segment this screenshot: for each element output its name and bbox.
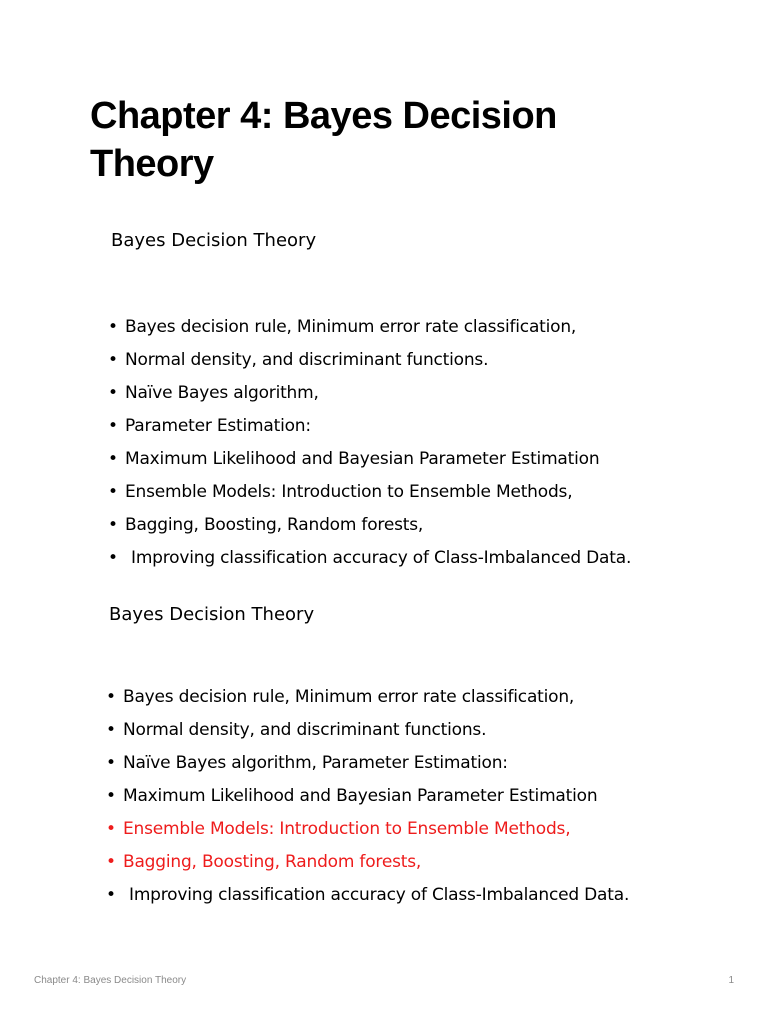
bullet-glyph: •	[108, 515, 118, 535]
bullet-glyph: •	[108, 350, 118, 370]
bullet-text: Bagging, Boosting, Random forests,	[123, 852, 422, 872]
list-item	[106, 882, 629, 915]
list-item-highlighted	[106, 849, 629, 882]
bullet-text: Bayes decision rule, Minimum error rate classification,	[125, 317, 577, 337]
bullet-glyph: •	[106, 852, 116, 872]
list-item	[108, 545, 631, 578]
list-item	[108, 413, 631, 446]
bullet-text: Bayes decision rule, Minimum error rate classification,	[123, 687, 575, 707]
bullet-text: Parameter Estimation:	[125, 416, 311, 436]
bullet-text: Naïve Bayes algorithm,	[125, 383, 319, 403]
bullet-glyph: •	[106, 720, 116, 740]
bullet-glyph: •	[106, 687, 116, 707]
bullet-text: Ensemble Models: Introduction to Ensemble Methods,	[123, 819, 571, 839]
bullet-list	[106, 684, 629, 915]
list-item-highlighted	[106, 816, 629, 849]
bullet-text: Improving classification accuracy of Class-Imbalanced Data.	[129, 885, 630, 905]
bullet-text: Normal density, and discriminant functions.	[125, 350, 489, 370]
list-item	[106, 684, 629, 717]
bullet-glyph: •	[106, 819, 116, 839]
bullet-glyph: •	[108, 449, 118, 469]
bullet-glyph: •	[108, 416, 118, 436]
list-item	[106, 717, 629, 750]
bullet-text: Improving classification accuracy of Class-Imbalanced Data.	[131, 548, 632, 568]
chapter-title: Chapter 4: Bayes Decision Theory	[90, 95, 557, 185]
list-item	[106, 750, 629, 783]
footer-title: Chapter 4: Bayes Decision Theory	[34, 975, 187, 986]
bullet-text: Maximum Likelihood and Bayesian Parameter Estimation	[123, 786, 598, 806]
bullet-glyph: •	[108, 383, 118, 403]
bullet-glyph: •	[106, 885, 116, 905]
list-item	[108, 347, 631, 380]
bullet-text: Normal density, and discriminant functions.	[123, 720, 487, 740]
list-item	[108, 479, 631, 512]
bullet-glyph: •	[108, 482, 118, 502]
page-number: 1	[728, 975, 734, 986]
bullet-glyph: •	[106, 753, 116, 773]
bullet-glyph: •	[108, 548, 118, 568]
bullet-text: Maximum Likelihood and Bayesian Parameter Estimation	[125, 449, 600, 469]
bullet-glyph: •	[106, 786, 116, 806]
list-item	[108, 380, 631, 413]
list-item	[106, 783, 629, 816]
bullet-list	[108, 314, 631, 578]
list-item	[108, 446, 631, 479]
bullet-text: Ensemble Models: Introduction to Ensemble Methods,	[125, 482, 573, 502]
bullet-text: Bagging, Boosting, Random forests,	[125, 515, 424, 535]
slide-heading: Bayes Decision Theory	[109, 604, 315, 625]
slide-heading: Bayes Decision Theory	[111, 230, 317, 251]
bullet-text: Naïve Bayes algorithm, Parameter Estimation:	[123, 753, 508, 773]
bullet-glyph: •	[108, 317, 118, 337]
list-item	[108, 512, 631, 545]
list-item	[108, 314, 631, 347]
